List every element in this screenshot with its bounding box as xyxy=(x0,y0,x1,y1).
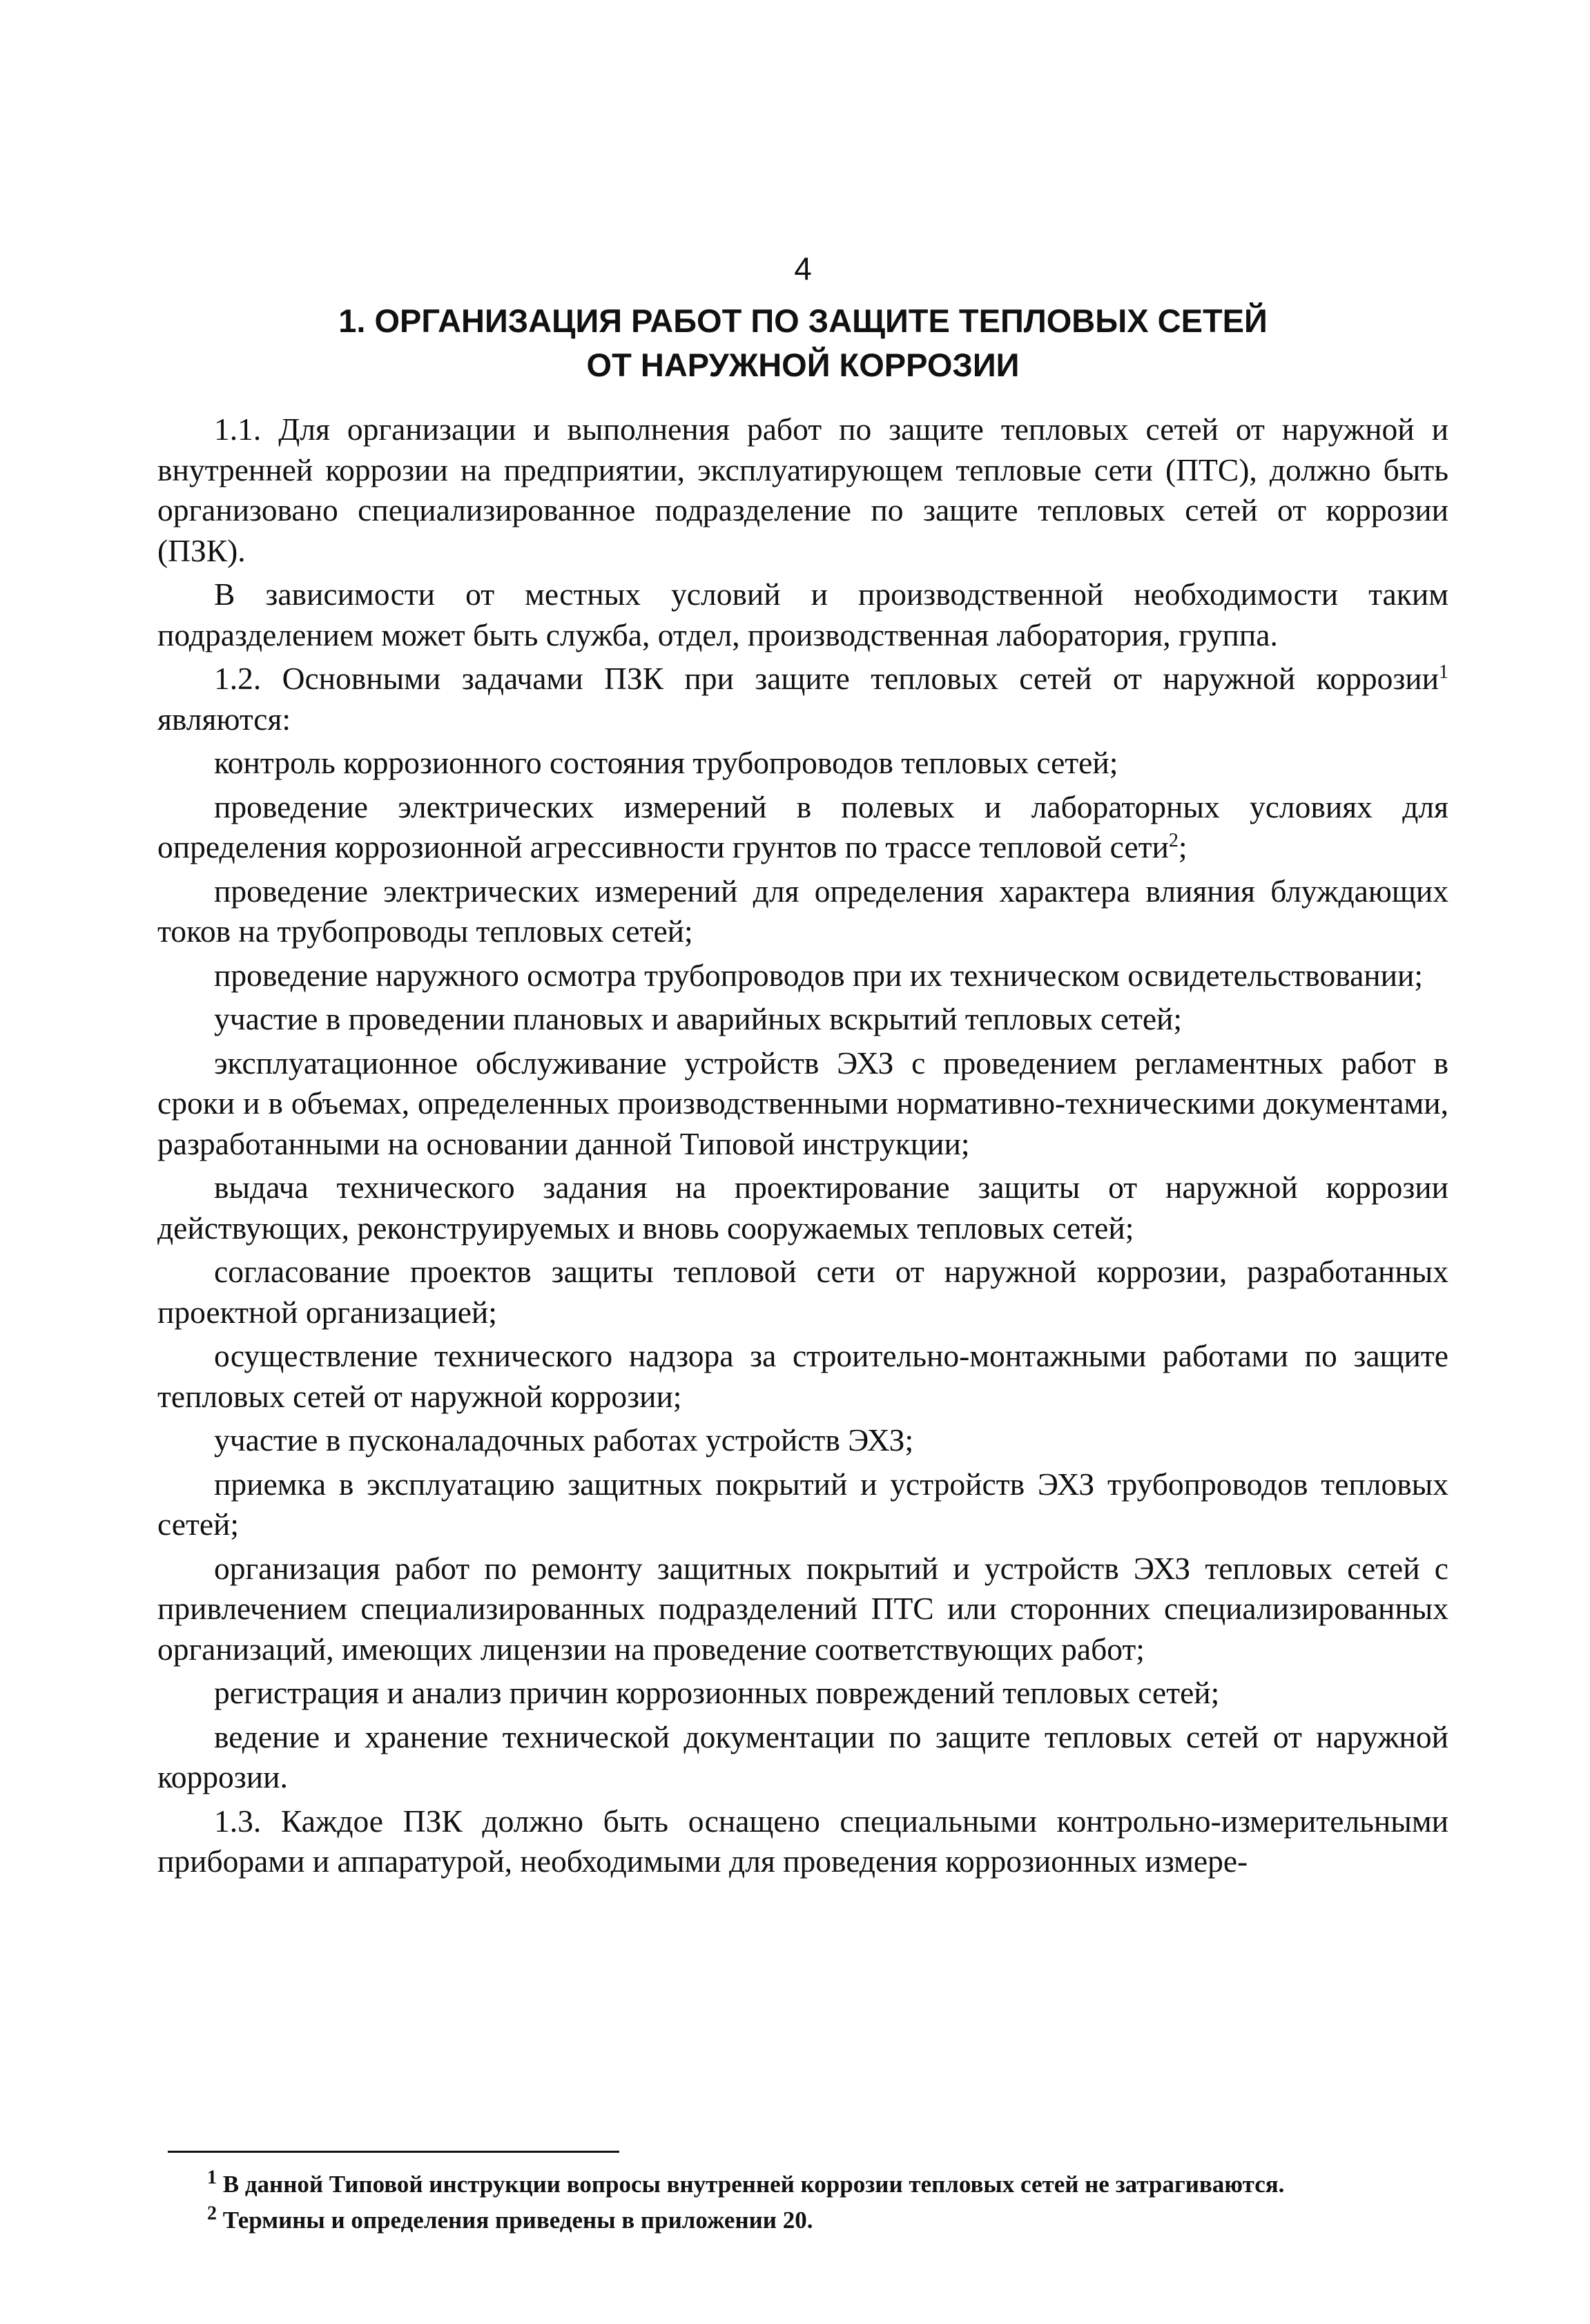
footnote-ref-2: 2 xyxy=(1168,830,1179,852)
list-item-task-4: проведение наружного осмотра трубопроводов при их техническом освидетельствовании; xyxy=(214,957,1423,993)
task-2-text: проведение электрических измерений в полевых и лабораторных условиях для определения коррозионной агрессивности грунтов по трассе тепловой сети xyxy=(157,788,1448,865)
footnotes xyxy=(207,2167,1443,2238)
page-number: 4 xyxy=(794,251,812,287)
list-item-task-12: организация работ по ремонту защитных покрытий и устройств ЭХЗ тепловых сетей с привлечением специализированных подразделений ПТС или сторонних специализированных организаций, имеющих лицензии на проведение соответствующих работ; xyxy=(157,1550,1448,1667)
paragraph-1-2-text: 1.2. Основными задачами ПЗК при защите тепловых сетей от наружной коррозии xyxy=(214,661,1439,697)
list-item-task-8: согласование проектов защиты тепловой сети от наружной коррозии, разработанных проектной организацией; xyxy=(157,1254,1448,1330)
list-item-task-13: регистрация и анализ причин коррозионных повреждений тепловых сетей; xyxy=(214,1675,1220,1711)
body-text xyxy=(157,409,1448,1882)
footnote-1 xyxy=(207,2167,1443,2202)
paragraph-1-1: 1.1. Для организации и выполнения работ по защите тепловых сетей от наружной и внутренней коррозии на предприятии, эксплуатирующем тепловые сети (ПТС), должно быть организовано специализированное подразделение по защите тепловых сетей от коррозии (ПЗК). xyxy=(157,411,1448,568)
list-item-task-2 xyxy=(157,787,1448,868)
list-item-task-3: проведение электрических измерений для определения характера влияния блуждающих токов на трубопроводы тепловых сетей; xyxy=(157,873,1448,949)
list-item-task-14: ведение и хранение технической документации по защите тепловых сетей от наружной коррозии. xyxy=(157,1718,1448,1795)
footnote-2 xyxy=(207,2202,1443,2238)
list-item-task-7: выдача технического задания на проектирование защиты от наружной коррозии действующих, реконструируемых и вновь сооружаемых тепловых сетей; xyxy=(157,1170,1448,1246)
paragraph-1-3: 1.3. Каждое ПЗК должно быть оснащено специальными контрольно-измерительными приборами и аппаратурой, необходимыми для проведения коррозионных измере- xyxy=(157,1803,1448,1879)
list-item-task-5: участие в проведении плановых и аварийных вскрытий тепловых сетей; xyxy=(214,1001,1183,1037)
footnote-1-text: В данной Типовой инструкции вопросы внутренней коррозии тепловых сетей не затрагиваются. xyxy=(217,2171,1285,2198)
list-item-task-9: осуществление технического надзора за строительно-монтажными работами по защите тепловых сетей от наружной коррозии; xyxy=(157,1338,1448,1414)
list-item-task-1: контроль коррозионного состояния трубопроводов тепловых сетей; xyxy=(214,745,1118,781)
list-item-task-10: участие в пусконаладочных работах устройств ЭХЗ; xyxy=(214,1422,914,1458)
document-page xyxy=(157,250,1448,1886)
footnote-divider xyxy=(168,2151,619,2153)
paragraph-1-1-continued: В зависимости от местных условий и производственной необходимости таким подразделением может быть служба, отдел, производственная лаборатория, группа. xyxy=(157,577,1448,652)
paragraph-1-2-end: являются: xyxy=(157,701,291,737)
section-title xyxy=(157,299,1448,387)
footnote-1-mark: 1 xyxy=(207,2167,217,2189)
footnote-ref-1: 1 xyxy=(1439,661,1448,684)
list-item-task-11: приемка в эксплуатацию защитных покрытий и устройств ЭХЗ трубопроводов тепловых сетей; xyxy=(157,1466,1448,1542)
list-item-task-6: эксплуатационное обслуживание устройств ЭХЗ с проведением регламентных работ в сроки и в объемах, определенных производственными нормативно-техническими документами, разработанными на основании данной Типовой инструкции; xyxy=(157,1045,1448,1161)
task-2-end: ; xyxy=(1178,829,1187,865)
section-title-line-2: ОТ НАРУЖНОЙ КОРРОЗИИ xyxy=(586,347,1020,384)
paragraph-1-2 xyxy=(157,659,1448,739)
section-title-line-1: 1. ОРГАНИЗАЦИЯ РАБОТ ПО ЗАЩИТЕ ТЕПЛОВЫХ СЕТЕЙ xyxy=(338,302,1268,340)
footnote-2-mark: 2 xyxy=(207,2202,217,2225)
footnote-2-text: Термины и определения приведены в приложении 20. xyxy=(217,2207,813,2234)
